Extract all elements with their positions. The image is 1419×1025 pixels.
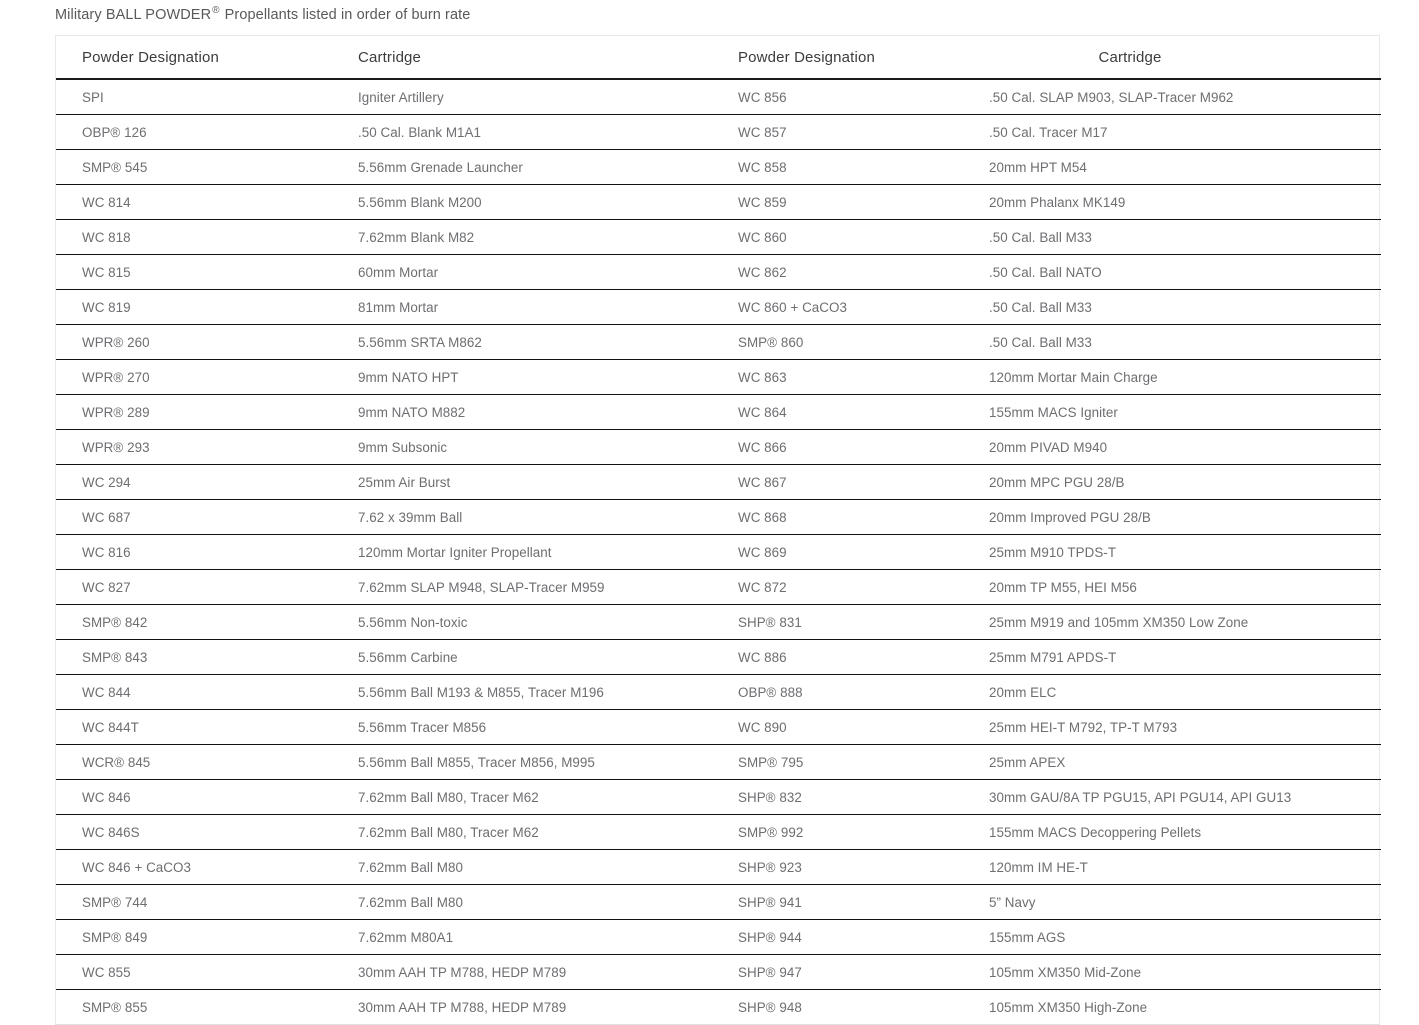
cell-c2: 7.62mm Ball M80 — [335, 850, 715, 885]
cell-c2: 9mm Subsonic — [335, 430, 715, 465]
table-row — [56, 675, 1381, 710]
column-header-powder-designation-right: Powder Designation — [715, 36, 965, 79]
cell-c4: 20mm MPC PGU 28/B — [965, 465, 1381, 500]
table-caption — [55, 7, 470, 23]
table-row — [56, 500, 1381, 535]
cell-c4: 155mm AGS — [965, 920, 1381, 955]
cell-c4: .50 Cal. SLAP M903, SLAP-Tracer M962 — [965, 79, 1381, 115]
table-row — [56, 255, 1381, 290]
cell-c2: 9mm NATO HPT — [335, 360, 715, 395]
cell-c4: 20mm ELC — [965, 675, 1381, 710]
cell-c2: 30mm AAH TP M788, HEDP M789 — [335, 955, 715, 990]
table-row — [56, 605, 1381, 640]
cell-c2: Igniter Artillery — [335, 79, 715, 115]
cell-c1: WPR® 260 — [56, 325, 335, 360]
cell-c1: WPR® 289 — [56, 395, 335, 430]
cell-c2: 7.62 x 39mm Ball — [335, 500, 715, 535]
cell-c1: WC 818 — [56, 220, 335, 255]
table-row — [56, 850, 1381, 885]
cell-c4: 5” Navy — [965, 885, 1381, 920]
table-row — [56, 115, 1381, 150]
cell-c2: 25mm Air Burst — [335, 465, 715, 500]
cell-c3: SHP® 832 — [715, 780, 965, 815]
cell-c2: 5.56mm Ball M193 & M855, Tracer M196 — [335, 675, 715, 710]
cell-c4: 155mm MACS Igniter — [965, 395, 1381, 430]
column-header-cartridge-left: Cartridge — [335, 36, 715, 79]
table-row — [56, 220, 1381, 255]
cell-c1: WC 855 — [56, 955, 335, 990]
cell-c3: SHP® 923 — [715, 850, 965, 885]
cell-c3: SHP® 948 — [738, 999, 802, 1015]
cell-c1: OBP® 126 — [56, 115, 335, 150]
cell-c3: WC 860 — [715, 220, 965, 255]
cell-c3: SMP® 860 — [715, 325, 965, 360]
table-row — [56, 955, 1381, 990]
cell-c1: WC 815 — [56, 255, 335, 290]
cell-c1: WC 846 + CaCO3 — [56, 850, 335, 885]
cell-c3: WC 856 — [715, 79, 965, 115]
table-row — [56, 920, 1381, 955]
cell-c4: .50 Cal. Ball M33 — [965, 290, 1381, 325]
cell-c3: WC 857 — [715, 115, 965, 150]
table-row — [56, 325, 1381, 360]
propellants-table — [56, 36, 1381, 1024]
table-header-row — [56, 36, 1381, 79]
cell-c2: 5.56mm Carbine — [335, 640, 715, 675]
cell-c2: 5.56mm SRTA M862 — [335, 325, 715, 360]
cell-c2: 7.62mm SLAP M948, SLAP-Tracer M959 — [335, 570, 715, 605]
cell-c3: WC 860 + CaCO3 — [715, 290, 965, 325]
column-header-powder-designation-left: Powder Designation — [56, 36, 335, 79]
cell-c3: SMP® 795 — [715, 745, 965, 780]
cell-c4: 120mm Mortar Main Charge — [965, 360, 1381, 395]
cell-c1: WC 814 — [56, 185, 335, 220]
cell-c2: 7.62mm Blank M82 — [335, 220, 715, 255]
cell-c2: 7.62mm Ball M80, Tracer M62 — [335, 780, 715, 815]
cell-c1: WPR® 270 — [56, 360, 335, 395]
cell-c1: SPI — [56, 79, 335, 115]
cell-c4: 20mm TP M55, HEI M56 — [965, 570, 1381, 605]
table-row — [56, 185, 1381, 220]
cell-c1: WPR® 293 — [56, 430, 335, 465]
cell-c2: 120mm Mortar Igniter Propellant — [335, 535, 715, 570]
cell-c1: SMP® 855 — [82, 999, 148, 1015]
table-row — [56, 780, 1381, 815]
cell-c2: 7.62mm Ball M80, Tracer M62 — [335, 815, 715, 850]
cell-c1: WC 846S — [56, 815, 335, 850]
registered-trademark-icon: ® — [212, 5, 220, 17]
cell-c4: 25mm M919 and 105mm XM350 Low Zone — [965, 605, 1381, 640]
cell-c4: 20mm HPT M54 — [965, 150, 1381, 185]
column-header-cartridge-right: Cartridge — [965, 36, 1381, 79]
cell-c1: SMP® 545 — [56, 150, 335, 185]
cell-c4: 30mm GAU/8A TP PGU15, API PGU14, API GU13 — [965, 780, 1381, 815]
cell-c4: .50 Cal. Ball NATO — [965, 255, 1381, 290]
table-row — [56, 885, 1381, 920]
cell-c4: 25mm M910 TPDS-T — [965, 535, 1381, 570]
table-row — [56, 465, 1381, 500]
cell-c4: 25mm HEI-T M792, TP-T M793 — [965, 710, 1381, 745]
cell-c2: 5.56mm Non-toxic — [335, 605, 715, 640]
cell-c4: 25mm M791 APDS-T — [965, 640, 1381, 675]
cell-c2: 7.62mm Ball M80 — [335, 885, 715, 920]
cell-c3: WC 890 — [715, 710, 965, 745]
table-row — [56, 570, 1381, 605]
cell-c2: 9mm NATO M882 — [335, 395, 715, 430]
propellants-table-container — [55, 35, 1380, 1025]
cell-c4: 155mm MACS Decoppering Pellets — [965, 815, 1381, 850]
cell-c3: WC 858 — [715, 150, 965, 185]
cell-c1: WCR® 845 — [56, 745, 335, 780]
cell-c2: 5.56mm Tracer M856 — [335, 710, 715, 745]
cell-c4: 105mm XM350 High-Zone — [989, 999, 1148, 1015]
table-body — [56, 79, 1381, 1024]
cell-c1: WC 687 — [56, 500, 335, 535]
cell-c4: 20mm Phalanx MK149 — [965, 185, 1381, 220]
table-row — [56, 430, 1381, 465]
cell-c2: 5.56mm Grenade Launcher — [335, 150, 715, 185]
cell-c4: 105mm XM350 Mid-Zone — [965, 955, 1381, 990]
cell-c3: WC 867 — [715, 465, 965, 500]
cell-c1: SMP® 843 — [56, 640, 335, 675]
cell-c3: OBP® 888 — [715, 675, 965, 710]
cell-c2: 5.56mm Blank M200 — [335, 185, 715, 220]
table-row — [56, 745, 1381, 780]
cell-c2: 30mm AAH TP M788, HEDP M789 — [358, 999, 567, 1015]
table-head — [56, 36, 1381, 79]
cell-c3: SMP® 992 — [715, 815, 965, 850]
cell-c4: 20mm PIVAD M940 — [965, 430, 1381, 465]
table-row — [56, 150, 1381, 185]
cell-c3: WC 872 — [715, 570, 965, 605]
cell-c3: WC 862 — [715, 255, 965, 290]
cell-c1: WC 844 — [56, 675, 335, 710]
table-row — [56, 535, 1381, 570]
cell-c4: 25mm APEX — [965, 745, 1381, 780]
table-row — [56, 395, 1381, 430]
table-row — [56, 79, 1381, 115]
cell-c3: WC 868 — [715, 500, 965, 535]
cell-c1: SMP® 744 — [56, 885, 335, 920]
cell-c3: WC 886 — [715, 640, 965, 675]
table-row — [56, 990, 1381, 1025]
table-row — [56, 290, 1381, 325]
cell-c1: SMP® 849 — [56, 920, 335, 955]
cell-c4: .50 Cal. Ball M33 — [965, 220, 1381, 255]
cell-c3: WC 866 — [715, 430, 965, 465]
caption-suffix: Propellants listed in order of burn rate — [224, 7, 471, 23]
cell-c1: WC 816 — [56, 535, 335, 570]
cell-c1: WC 844T — [56, 710, 335, 745]
cell-c2: 81mm Mortar — [335, 290, 715, 325]
cell-c3: SHP® 947 — [715, 955, 965, 990]
cell-c2: 5.56mm Ball M855, Tracer M856, M995 — [335, 745, 715, 780]
cell-c1: WC 827 — [56, 570, 335, 605]
cell-c4: 120mm IM HE-T — [965, 850, 1381, 885]
cell-c3: WC 863 — [715, 360, 965, 395]
cell-c4: .50 Cal. Ball M33 — [965, 325, 1381, 360]
table-row — [56, 360, 1381, 395]
table-row — [56, 710, 1381, 745]
cell-c4: .50 Cal. Tracer M17 — [965, 115, 1381, 150]
cell-c4: 20mm Improved PGU 28/B — [965, 500, 1381, 535]
cell-c3: WC 859 — [715, 185, 965, 220]
caption-prefix: Military BALL POWDER — [55, 7, 212, 23]
cell-c3: WC 864 — [715, 395, 965, 430]
cell-c1: WC 819 — [56, 290, 335, 325]
cell-c2: 7.62mm M80A1 — [335, 920, 715, 955]
cell-c2: .50 Cal. Blank M1A1 — [335, 115, 715, 150]
cell-c1: WC 846 — [56, 780, 335, 815]
table-row — [56, 640, 1381, 675]
cell-c1: WC 294 — [56, 465, 335, 500]
cell-c3: SHP® 831 — [715, 605, 965, 640]
cell-c1: SMP® 842 — [56, 605, 335, 640]
cell-c3: SHP® 944 — [715, 920, 965, 955]
table-row — [56, 815, 1381, 850]
cell-c3: WC 869 — [715, 535, 965, 570]
cell-c3: SHP® 941 — [715, 885, 965, 920]
cell-c2: 60mm Mortar — [335, 255, 715, 290]
